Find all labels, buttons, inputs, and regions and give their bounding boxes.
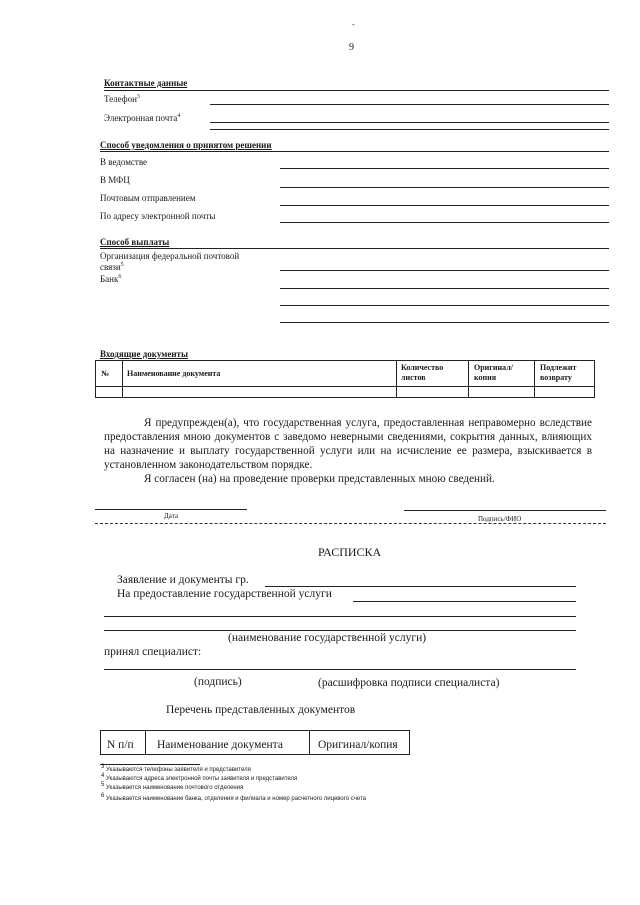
receipt-service-line[interactable] [353,601,576,602]
phone-line[interactable] [210,104,609,105]
incoming-row-cell[interactable] [396,386,469,398]
incoming-col-original: Оригинал/ копия [468,360,535,387]
incoming-row-cell[interactable] [95,386,123,398]
payment-post-label: Организация федеральной почтовой [100,251,240,261]
page-number: 9 [349,42,354,53]
notify-title-rule [100,151,609,152]
footnote-separator [100,764,200,765]
notify-line-mfc[interactable] [280,187,609,188]
receipt-service-line-2[interactable] [104,616,576,617]
consent-paragraph: Я согласен (на) на проведение проверки представленных мною сведений. [144,473,495,485]
payment-bank-line-3[interactable] [280,322,609,323]
contacts-title: Контактные данные [104,78,188,88]
payment-title-rule [100,248,609,249]
accepted-label: принял специалист: [104,646,202,658]
payment-bank-line[interactable] [280,288,609,289]
receipt-line2-label: На предоставление государственной услуги [117,588,332,600]
service-caption: (наименование государственной услуги) [228,632,427,644]
notify-line-email[interactable] [280,222,609,223]
payment-bank-line-2[interactable] [280,305,609,306]
incoming-row-cell[interactable] [468,386,535,398]
notify-title: Способ уведомления о принятом решении [100,140,272,150]
notify-item-mfc: В МФЦ [100,175,130,185]
notify-item-email: По адресу электронной почты [100,211,216,221]
incoming-col-count: Количество листов [396,360,469,387]
date-line[interactable] [95,509,247,510]
sign-line[interactable] [404,510,606,511]
decode-caption: (расшифровка подписи специалиста) [318,677,500,689]
incoming-row-cell[interactable] [534,386,595,398]
payment-bank-label: Банк$^6$ [100,274,122,284]
payment-post-label-2: связи$^5$ [100,262,124,272]
list-title: Перечень представленных документов [166,704,356,716]
accepted-line[interactable] [104,669,576,670]
receipt-line1-label: Заявление и документы гр. [117,574,249,586]
incoming-col-num: № [95,360,123,387]
phone-label: Телефон$^3$ [104,94,140,104]
incoming-col-return: Подлежит возврату [534,360,595,387]
sign-caption: Подпись/ФИО [478,515,522,523]
cut-line [95,523,606,524]
incoming-title: Входящие документы [100,349,188,359]
sign-caption-receipt: (подпись) [194,676,242,688]
notify-item-post: Почтовым отправлением [100,193,196,203]
notify-item-office: В ведомстве [100,157,148,167]
receipt-title: РАСПИСКА [318,545,382,559]
page-mark: - [352,20,355,29]
warning-paragraph: Я предупрежден(а), что государственная услуга, предоставленная неправомерно вследствие предоставления мною документов с заведомо неверными сведениями, сокрытия данных, влияющих на назначение и выплату государственной услуги или на исчисление ее размера, взыскивается в установленном законодательством порядке. [104,417,592,471]
incoming-col-name: Наименование документа [122,360,397,387]
footnote-6: $^6$ Указывается наименование банка, отделения и филиала и номер расчетного лицевого счета [101,793,367,802]
notify-line-office[interactable] [280,168,609,169]
notify-line-post[interactable] [280,205,609,206]
email-label: Электронная почта$^4$ [104,113,181,123]
payment-post-line[interactable] [280,270,609,271]
receipt-col-num: N п/п [100,730,146,755]
footnote-3: $^3$ Указываются телефоны заявителя и представителя [101,764,251,773]
receipt-col-name: Наименование документа [145,730,310,755]
footnote-4: $^4$ Указываются адреса электронной почты заявителя и представителя [101,773,298,782]
date-caption: Дата [164,512,178,520]
contacts-title-rule [104,90,609,91]
footnote-5: $^5$ Указывается наименование почтового отделения [101,782,244,791]
email-line-2[interactable] [210,129,609,130]
payment-title: Способ выплаты [100,237,170,247]
receipt-col-original: Оригинал/копия [309,730,410,755]
email-line[interactable] [210,122,609,123]
incoming-row-cell[interactable] [122,386,397,398]
